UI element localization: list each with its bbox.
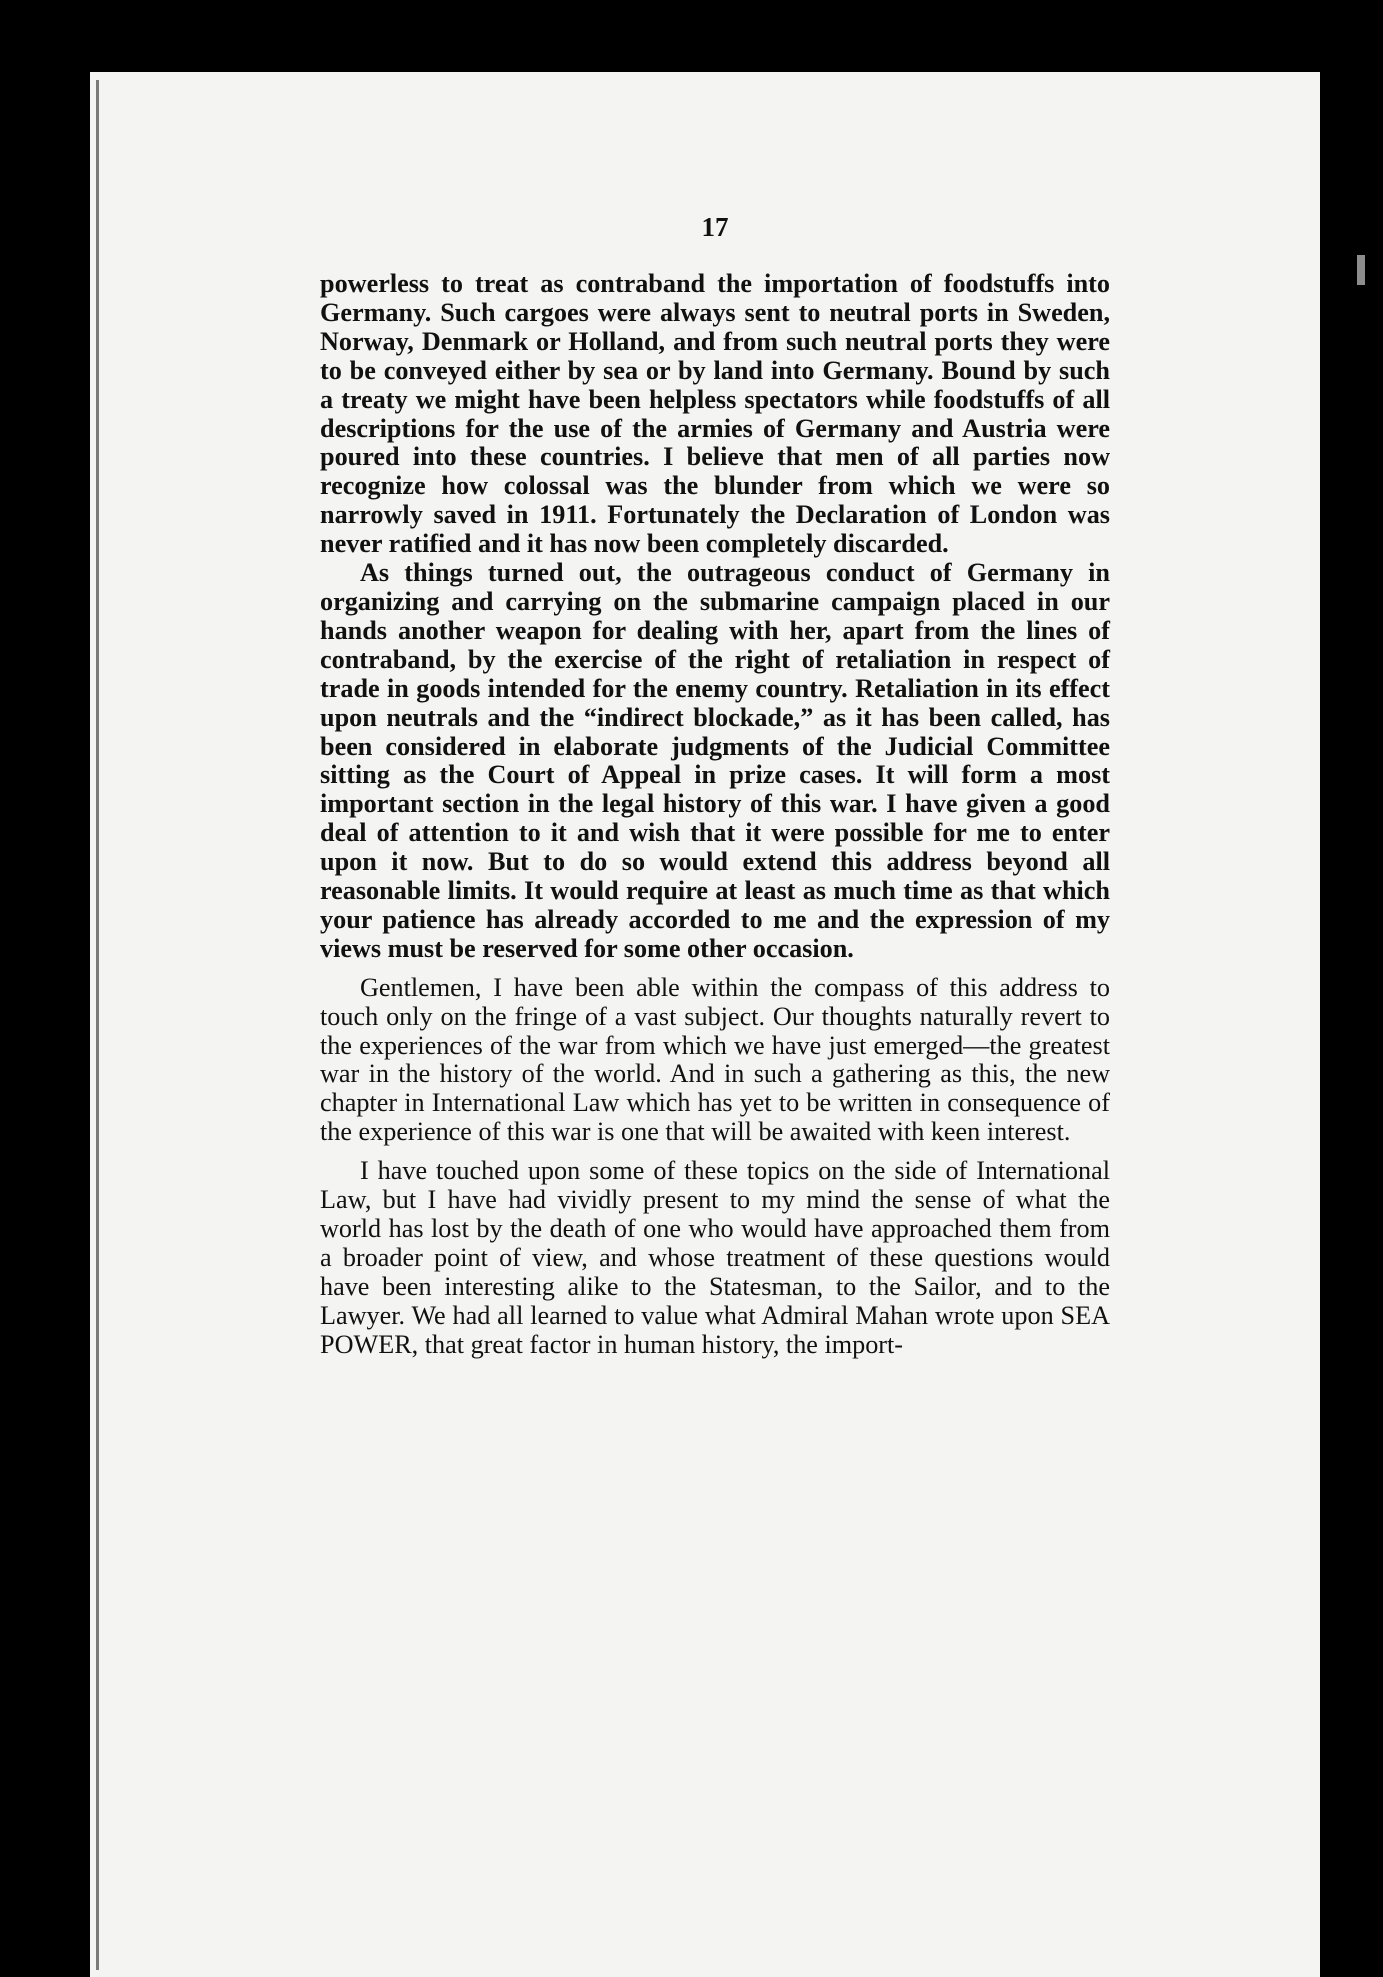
paragraph-4: I have touched upon some of these topics on the side of International Law, but I have had vividly present to my mind the sense of what the world has lost by the death of one who would have approached them from a broader point of view, and whose treatment of these questions would have been interesting alike to the Statesman, to the Sailor, and to the Lawyer. We had all learned to value what Admiral Mahan wrote upon SEA POWER, that great factor in human history, the import- bbox=[320, 1156, 1110, 1359]
body-text bbox=[320, 270, 1110, 1360]
paragraph-2: As things turned out, the outrageous conduct of Germany in organizing and carrying on the submarine campaign placed in our hands another weapon for dealing with her, apart from the lines of contraband, by the exercise of the right of retaliation in respect of trade in goods intended for the enemy country. Retaliation in its effect upon neutrals and the “indirect blockade,” as it has been called, has been considered in elaborate judgments of the Judicial Committee sitting as the Court of Appeal in prize cases. It will form a most important section in the legal history of this war. I have given a good deal of attention to it and wish that it were possible for me to enter upon it now. But to do so would extend this address beyond all reasonable limits. It would require at least as much time as that which your patience has already accorded to me and the expression of my views must be reserved for some other occasion. bbox=[320, 558, 1110, 963]
paragraph-1: powerless to treat as contraband the importation of foodstuffs into Germany. Such cargoes were always sent to neutral ports in Sweden, Norway, Denmark or Holland, and from such neutral ports they were to be conveyed either by sea or by land into Germany. Bound by such a treaty we might have been helpless spectators while foodstuffs of all descriptions for the use of the armies of Germany and Austria were poured into these countries. I believe that men of all parties now recognize how colossal was the blunder from which we were so narrowly saved in 1911. Fortunately the Declaration of London was never ratified and it has now been completely discarded. bbox=[320, 269, 1110, 559]
book-spine-shadow bbox=[96, 80, 99, 1970]
paragraph-3: Gentlemen, I have been able within the compass of this address to touch only on the fringe of a vast subject. Our thoughts naturally revert to the experiences of the war from which we have just emerged—the greatest war in the history of the world. And in such a gathering as this, the new chapter in International Law which has yet to be written in consequence of the experience of this war is one that will be awaited with keen interest. bbox=[320, 972, 1110, 1147]
scan-edge-mark bbox=[1357, 255, 1365, 285]
page-number: 17 bbox=[701, 212, 729, 242]
